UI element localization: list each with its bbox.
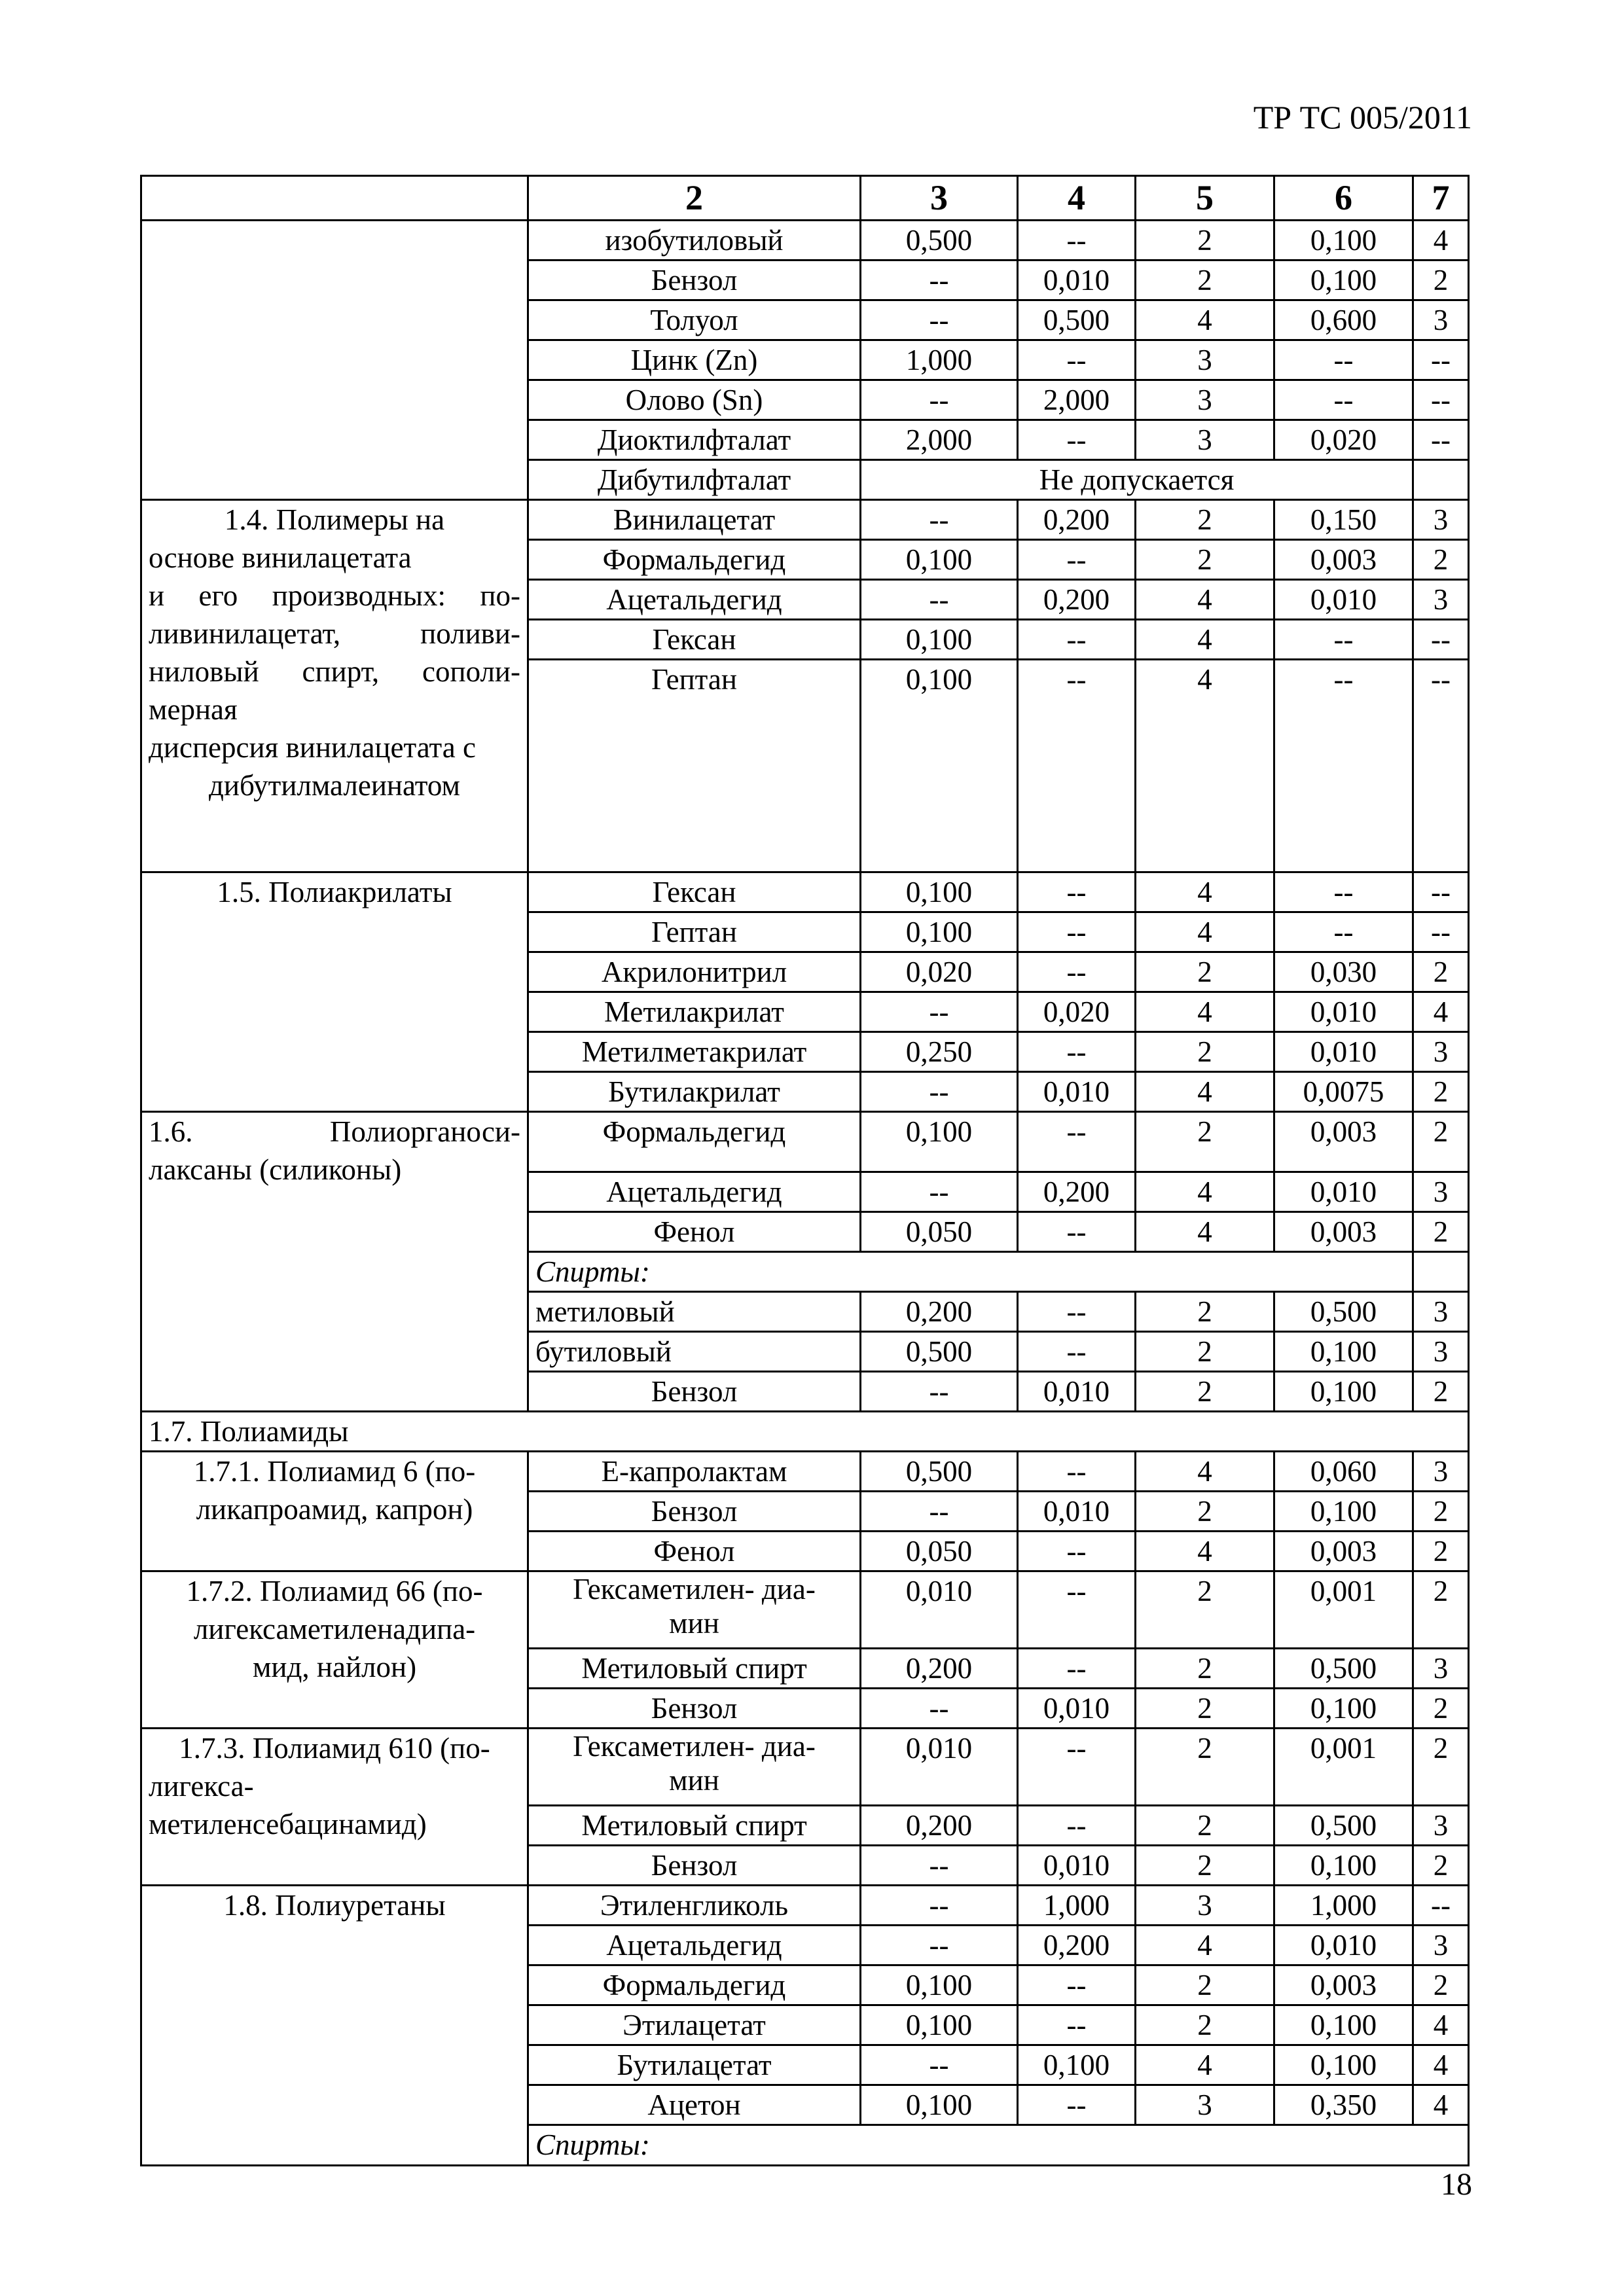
value-cell: --: [861, 580, 1018, 620]
substance-name: Фенол: [528, 1532, 861, 1571]
value-cell: 2: [1413, 1372, 1469, 1412]
substance-name: Ацетальдегид: [528, 1926, 861, 1965]
value-cell: 2: [1136, 260, 1274, 300]
value-cell: 4: [1413, 992, 1469, 1032]
group-label-line: лаксаны (силиконы): [149, 1153, 402, 1186]
header-cell: 7: [1413, 176, 1469, 221]
value-cell: 0,030: [1274, 952, 1413, 992]
value-cell: 0,100: [861, 2005, 1018, 2045]
value-cell: --: [1274, 872, 1413, 912]
value-cell: 3: [1136, 380, 1274, 420]
value-cell: 2: [1413, 1532, 1469, 1571]
value-cell: 0,200: [1018, 580, 1136, 620]
substance-name: Метиловый спирт: [528, 1806, 861, 1846]
value-cell: 3: [1136, 1886, 1274, 1926]
value-cell: 3: [1413, 1032, 1469, 1072]
value-cell: --: [1018, 1032, 1136, 1072]
value-cell: --: [861, 2045, 1018, 2085]
substance-name: Бензол: [528, 1689, 861, 1729]
substance-name: Бензол: [528, 1492, 861, 1532]
group-label-line: ликапроамид, капрон): [196, 1493, 473, 1526]
value-cell: 0,010: [1274, 580, 1413, 620]
value-cell: 1,000: [1018, 1886, 1136, 1926]
value-cell: 2,000: [861, 420, 1018, 460]
value-cell: 4: [1136, 660, 1274, 872]
value-cell: 0,010: [1018, 1372, 1136, 1412]
value-cell: 0,010: [1274, 1172, 1413, 1212]
value-cell: 0,003: [1274, 1212, 1413, 1252]
value-cell: 2: [1136, 540, 1274, 580]
group-label: [141, 1571, 528, 1729]
value-cell: 4: [1136, 1532, 1274, 1571]
table-row: [141, 1452, 1469, 1492]
value-cell: 0,100: [861, 1965, 1018, 2005]
group-label: [141, 872, 528, 1112]
substance-name: Е-капролактам: [528, 1452, 861, 1492]
group-label-line: ливинилацетат, поливи-: [149, 617, 520, 650]
value-cell: 0,500: [861, 1452, 1018, 1492]
value-cell: 0,010: [1274, 992, 1413, 1032]
value-cell: --: [1018, 660, 1136, 872]
value-cell: --: [861, 992, 1018, 1032]
value-cell: --: [861, 1846, 1018, 1886]
substance-name: Диоктилфталат: [528, 420, 861, 460]
substance-name: Гептан: [528, 912, 861, 952]
value-cell: 0,100: [1274, 1332, 1413, 1372]
value-cell: --: [1018, 872, 1136, 912]
substance-name: Гексаметилен- диа- мин: [528, 1571, 861, 1649]
group-label: [141, 1729, 528, 1886]
value-cell: 0,010: [861, 1729, 1018, 1806]
value-cell: 0,100: [861, 540, 1018, 580]
value-cell: --: [1018, 1532, 1136, 1571]
table-row: [141, 1112, 1469, 1172]
value-cell: 0,500: [1274, 1806, 1413, 1846]
header-cell: 5: [1136, 176, 1274, 221]
value-cell: 0,001: [1274, 1729, 1413, 1806]
group-label-line: основе винилацетата: [149, 541, 412, 574]
value-cell: 0,010: [1018, 1072, 1136, 1112]
value-cell: 0,100: [861, 2085, 1018, 2125]
value-cell: --: [1413, 420, 1469, 460]
value-cell: 0,150: [1274, 500, 1413, 540]
value-cell: 2: [1136, 1846, 1274, 1886]
group-label-line: дибутилмалеинатом: [209, 769, 460, 802]
value-cell: --: [1018, 952, 1136, 992]
value-cell: 2: [1136, 2005, 1274, 2045]
value-cell: 4: [1136, 872, 1274, 912]
value-cell: --: [861, 1372, 1018, 1412]
value-cell: 0,100: [1018, 2045, 1136, 2085]
header-cell: 2: [528, 176, 861, 221]
value-cell: 2: [1413, 260, 1469, 300]
table-row: [141, 1886, 1469, 1926]
value-cell: 3: [1413, 1332, 1469, 1372]
value-cell: 3: [1413, 1649, 1469, 1689]
value-cell: --: [1274, 620, 1413, 660]
value-cell: --: [861, 300, 1018, 340]
value-cell: 2: [1136, 1649, 1274, 1689]
value-cell: 0,100: [861, 620, 1018, 660]
subheading-alcohols: Спирты:: [528, 1252, 1413, 1292]
value-cell: 2: [1413, 1072, 1469, 1112]
value-cell: 0,500: [861, 1332, 1018, 1372]
group-label-line: 1.7.3. Полиамид 610 (по-: [179, 1732, 490, 1765]
value-cell: 4: [1136, 1072, 1274, 1112]
substance-name: Гексан: [528, 872, 861, 912]
group-label-line: 1.4. Полимеры на: [224, 503, 445, 536]
value-cell: 0,100: [1274, 2005, 1413, 2045]
group-label-line: 1.8. Полиуретаны: [223, 1889, 446, 1922]
value-cell: 2: [1413, 952, 1469, 992]
value-cell: 2: [1136, 500, 1274, 540]
value-cell: 0,100: [861, 872, 1018, 912]
value-cell: 3: [1413, 1452, 1469, 1492]
value-cell: 1,000: [861, 340, 1018, 380]
value-cell: 4: [1136, 912, 1274, 952]
value-cell: 2: [1136, 1689, 1274, 1729]
value-cell: 2: [1136, 1571, 1274, 1649]
value-cell: 0,200: [1018, 1926, 1136, 1965]
value-cell: 0,100: [1274, 1372, 1413, 1412]
value-cell: 0,200: [861, 1806, 1018, 1846]
value-cell: 2: [1413, 1212, 1469, 1252]
value-cell: --: [861, 1072, 1018, 1112]
substance-name: Толуол: [528, 300, 861, 340]
substance-name: Бутилацетат: [528, 2045, 861, 2085]
value-cell: 4: [1136, 1926, 1274, 1965]
substance-name: Ацетон: [528, 2085, 861, 2125]
value-cell: --: [1274, 340, 1413, 380]
value-cell: 2: [1413, 1112, 1469, 1172]
substance-name: Метиловый спирт: [528, 1649, 861, 1689]
substance-name: Бензол: [528, 1372, 861, 1412]
substance-name: Формальдегид: [528, 1112, 861, 1172]
substance-name: Этиленгликоль: [528, 1886, 861, 1926]
value-cell: 2: [1413, 1492, 1469, 1532]
value-cell: 2: [1136, 952, 1274, 992]
value-cell: [1413, 460, 1469, 500]
table-row: [141, 1571, 1469, 1649]
substance-name: изобутиловый: [528, 221, 861, 260]
substance-name: Гексан: [528, 620, 861, 660]
value-cell: 0,020: [1274, 420, 1413, 460]
substance-name: Метилакрилат: [528, 992, 861, 1032]
substance-name: Олово (Sn): [528, 380, 861, 420]
value-cell: --: [1018, 1806, 1136, 1846]
value-cell: 0,010: [861, 1571, 1018, 1649]
value-cell: 3: [1413, 1172, 1469, 1212]
value-cell: 3: [1136, 420, 1274, 460]
value-cell: 0,500: [1018, 300, 1136, 340]
substance-name: Ацетальдегид: [528, 1172, 861, 1212]
value-cell: --: [861, 500, 1018, 540]
value-cell: --: [1018, 1212, 1136, 1252]
table-row: [141, 500, 1469, 540]
value-cell: 3: [1413, 1292, 1469, 1332]
value-cell: 0,500: [861, 221, 1018, 260]
substance-name: Гексаметилен- диа- мин: [528, 1729, 861, 1806]
value-cell: --: [861, 1172, 1018, 1212]
value-cell: 0,100: [1274, 260, 1413, 300]
value-cell: 4: [1136, 2045, 1274, 2085]
value-cell: 0,010: [1018, 1492, 1136, 1532]
value-cell: 0,003: [1274, 1112, 1413, 1172]
value-cell: --: [1018, 1332, 1136, 1372]
value-cell: 2: [1136, 1332, 1274, 1372]
value-cell: 0,600: [1274, 300, 1413, 340]
group-label-line: 1.5. Полиакрилаты: [217, 876, 452, 908]
table-row: [141, 1729, 1469, 1806]
group-label-line: 1.7.2. Полиамид 66 (по-: [186, 1575, 483, 1607]
value-cell: --: [1018, 1292, 1136, 1332]
substance-name: бутиловый: [528, 1332, 861, 1372]
value-cell: 0,100: [1274, 2045, 1413, 2085]
substance-name: Винилацетат: [528, 500, 861, 540]
value-cell: 0,0075: [1274, 1072, 1413, 1112]
value-cell: 2: [1136, 1032, 1274, 1072]
value-cell: 0,010: [1018, 260, 1136, 300]
page-number: 18: [1441, 2167, 1472, 2202]
value-cell: 0,001: [1274, 1571, 1413, 1649]
value-cell: --: [1274, 912, 1413, 952]
value-cell: 4: [1413, 2045, 1469, 2085]
value-cell: 2: [1413, 1846, 1469, 1886]
value-cell: --: [1413, 1886, 1469, 1926]
group-label-line: лигекса-: [149, 1770, 254, 1803]
header-cell: [141, 176, 528, 221]
value-cell: --: [1274, 380, 1413, 420]
group-label: [141, 221, 528, 500]
value-cell: 0,250: [861, 1032, 1018, 1072]
table-row: [141, 221, 1469, 260]
value-cell: --: [1413, 620, 1469, 660]
substance-name: Метилметакрилат: [528, 1032, 861, 1072]
value-cell: 4: [1413, 2005, 1469, 2045]
value-cell: 0,100: [1274, 1492, 1413, 1532]
value-cell: 3: [1413, 1806, 1469, 1846]
value-cell: 2: [1136, 1112, 1274, 1172]
table-row: [141, 1412, 1469, 1452]
migration-limits-table: [140, 175, 1470, 2166]
value-cell: --: [1274, 660, 1413, 872]
value-cell: 0,100: [861, 1112, 1018, 1172]
group-label-line: мерная: [149, 693, 238, 726]
value-cell: 3: [1136, 340, 1274, 380]
value-cell: 2: [1413, 1689, 1469, 1729]
value-cell: 3: [1413, 580, 1469, 620]
value-cell: --: [861, 1689, 1018, 1729]
value-cell: 2: [1413, 1571, 1469, 1649]
group-label: [141, 1452, 528, 1571]
value-cell: 0,020: [1018, 992, 1136, 1032]
value-cell: 0,500: [1274, 1292, 1413, 1332]
value-cell: 0,100: [1274, 1846, 1413, 1886]
header-cell: 4: [1018, 176, 1136, 221]
value-cell: --: [1018, 1729, 1136, 1806]
value-cell: --: [861, 1492, 1018, 1532]
substance-name: Формальдегид: [528, 540, 861, 580]
value-cell: --: [861, 380, 1018, 420]
value-cell: 4: [1136, 580, 1274, 620]
value-cell: 2: [1136, 1806, 1274, 1846]
value-cell: --: [1018, 2085, 1136, 2125]
value-cell: 0,200: [861, 1649, 1018, 1689]
subheading-alcohols: Спирты:: [528, 2125, 1469, 2166]
substance-name: Бутилакрилат: [528, 1072, 861, 1112]
substance-name: Гептан: [528, 660, 861, 872]
value-cell: --: [1018, 912, 1136, 952]
value-cell: 3: [1413, 500, 1469, 540]
value-cell: --: [1018, 1452, 1136, 1492]
value-cell: 2: [1136, 1292, 1274, 1332]
value-cell: 3: [1136, 2085, 1274, 2125]
group-label-line: и его производных: по-: [149, 579, 520, 612]
value-cell: --: [1018, 1112, 1136, 1172]
header-cell: 3: [861, 176, 1018, 221]
value-cell: --: [1018, 2005, 1136, 2045]
value-cell: --: [1018, 1571, 1136, 1649]
group-label-line: ниловый спирт, сополи-: [149, 655, 520, 688]
group-label-line: 1.6. Полиорганоси-: [149, 1115, 520, 1148]
value-cell: 4: [1136, 992, 1274, 1032]
value-cell: 2: [1136, 1372, 1274, 1412]
value-cell: [1413, 1252, 1469, 1292]
value-cell: 4: [1136, 620, 1274, 660]
value-cell: 0,010: [1018, 1689, 1136, 1729]
value-cell: 0,200: [861, 1292, 1018, 1332]
value-cell: 4: [1413, 221, 1469, 260]
substance-name: Ацетальдегид: [528, 580, 861, 620]
value-cell: 2: [1136, 221, 1274, 260]
value-cell: 0,010: [1274, 1032, 1413, 1072]
document-header: ТР ТС 005/2011: [1253, 99, 1472, 135]
group-label-line: лигексаметиленадипа-: [193, 1613, 476, 1645]
table-row: [141, 176, 1469, 221]
value-cell: --: [1413, 380, 1469, 420]
value-cell: 4: [1136, 1172, 1274, 1212]
table-row: [141, 872, 1469, 912]
value-cell: 4: [1136, 1212, 1274, 1252]
substance-name: Бензол: [528, 1846, 861, 1886]
value-cell: 4: [1136, 300, 1274, 340]
value-cell: 0,100: [861, 660, 1018, 872]
value-cell: --: [1413, 340, 1469, 380]
value-cell: 0,100: [861, 912, 1018, 952]
value-cell: --: [861, 260, 1018, 300]
value-cell: --: [861, 1926, 1018, 1965]
value-cell: 0,003: [1274, 1532, 1413, 1571]
value-cell: 2: [1413, 540, 1469, 580]
value-cell: 4: [1136, 1452, 1274, 1492]
substance-name: Дибутилфталат: [528, 460, 861, 500]
value-cell: 0,200: [1018, 500, 1136, 540]
value-cell: 0,100: [1274, 221, 1413, 260]
substance-name: Бензол: [528, 260, 861, 300]
section-heading: 1.7. Полиамиды: [141, 1412, 1469, 1452]
value-cell: --: [1018, 540, 1136, 580]
value-cell: --: [861, 1886, 1018, 1926]
value-cell: --: [1018, 1965, 1136, 2005]
value-cell: 0,200: [1018, 1172, 1136, 1212]
value-cell: 2: [1413, 1965, 1469, 2005]
header-cell: 6: [1274, 176, 1413, 221]
value-cell: 0,010: [1018, 1846, 1136, 1886]
value-cell: 2: [1136, 1729, 1274, 1806]
value-cell: 0,350: [1274, 2085, 1413, 2125]
substance-name: Фенол: [528, 1212, 861, 1252]
value-cell: 0,050: [861, 1212, 1018, 1252]
value-cell: 0,003: [1274, 540, 1413, 580]
value-cell: 0,500: [1274, 1649, 1413, 1689]
value-cell: --: [1018, 420, 1136, 460]
not-allowed-note: Не допускается: [861, 460, 1413, 500]
value-cell: 2: [1136, 1492, 1274, 1532]
substance-name: Формальдегид: [528, 1965, 861, 2005]
value-cell: 4: [1413, 2085, 1469, 2125]
group-label-line: метиленсебацинамид): [149, 1808, 427, 1840]
value-cell: 2,000: [1018, 380, 1136, 420]
value-cell: 0,060: [1274, 1452, 1413, 1492]
value-cell: 3: [1413, 1926, 1469, 1965]
value-cell: 0,010: [1274, 1926, 1413, 1965]
group-label: [141, 1886, 528, 2166]
group-label-line: мид, найлон): [252, 1651, 417, 1683]
value-cell: 0,100: [1274, 1689, 1413, 1729]
group-label-line: дисперсия винилацетата с: [149, 731, 476, 764]
value-cell: --: [1018, 221, 1136, 260]
value-cell: --: [1018, 620, 1136, 660]
group-label-line: 1.7.1. Полиамид 6 (по-: [193, 1455, 476, 1488]
value-cell: --: [1413, 660, 1469, 872]
value-cell: 1,000: [1274, 1886, 1413, 1926]
substance-name: Цинк (Zn): [528, 340, 861, 380]
substance-name: метиловый: [528, 1292, 861, 1332]
value-cell: 0,003: [1274, 1965, 1413, 2005]
value-cell: 2: [1413, 1729, 1469, 1806]
value-cell: --: [1413, 912, 1469, 952]
value-cell: --: [1413, 872, 1469, 912]
substance-name: Этилацетат: [528, 2005, 861, 2045]
substance-name: Акрилонитрил: [528, 952, 861, 992]
value-cell: 2: [1136, 1965, 1274, 2005]
value-cell: --: [1018, 1649, 1136, 1689]
value-cell: 0,020: [861, 952, 1018, 992]
value-cell: --: [1018, 340, 1136, 380]
value-cell: 0,050: [861, 1532, 1018, 1571]
value-cell: 3: [1413, 300, 1469, 340]
group-label: [141, 500, 528, 872]
group-label: [141, 1112, 528, 1412]
